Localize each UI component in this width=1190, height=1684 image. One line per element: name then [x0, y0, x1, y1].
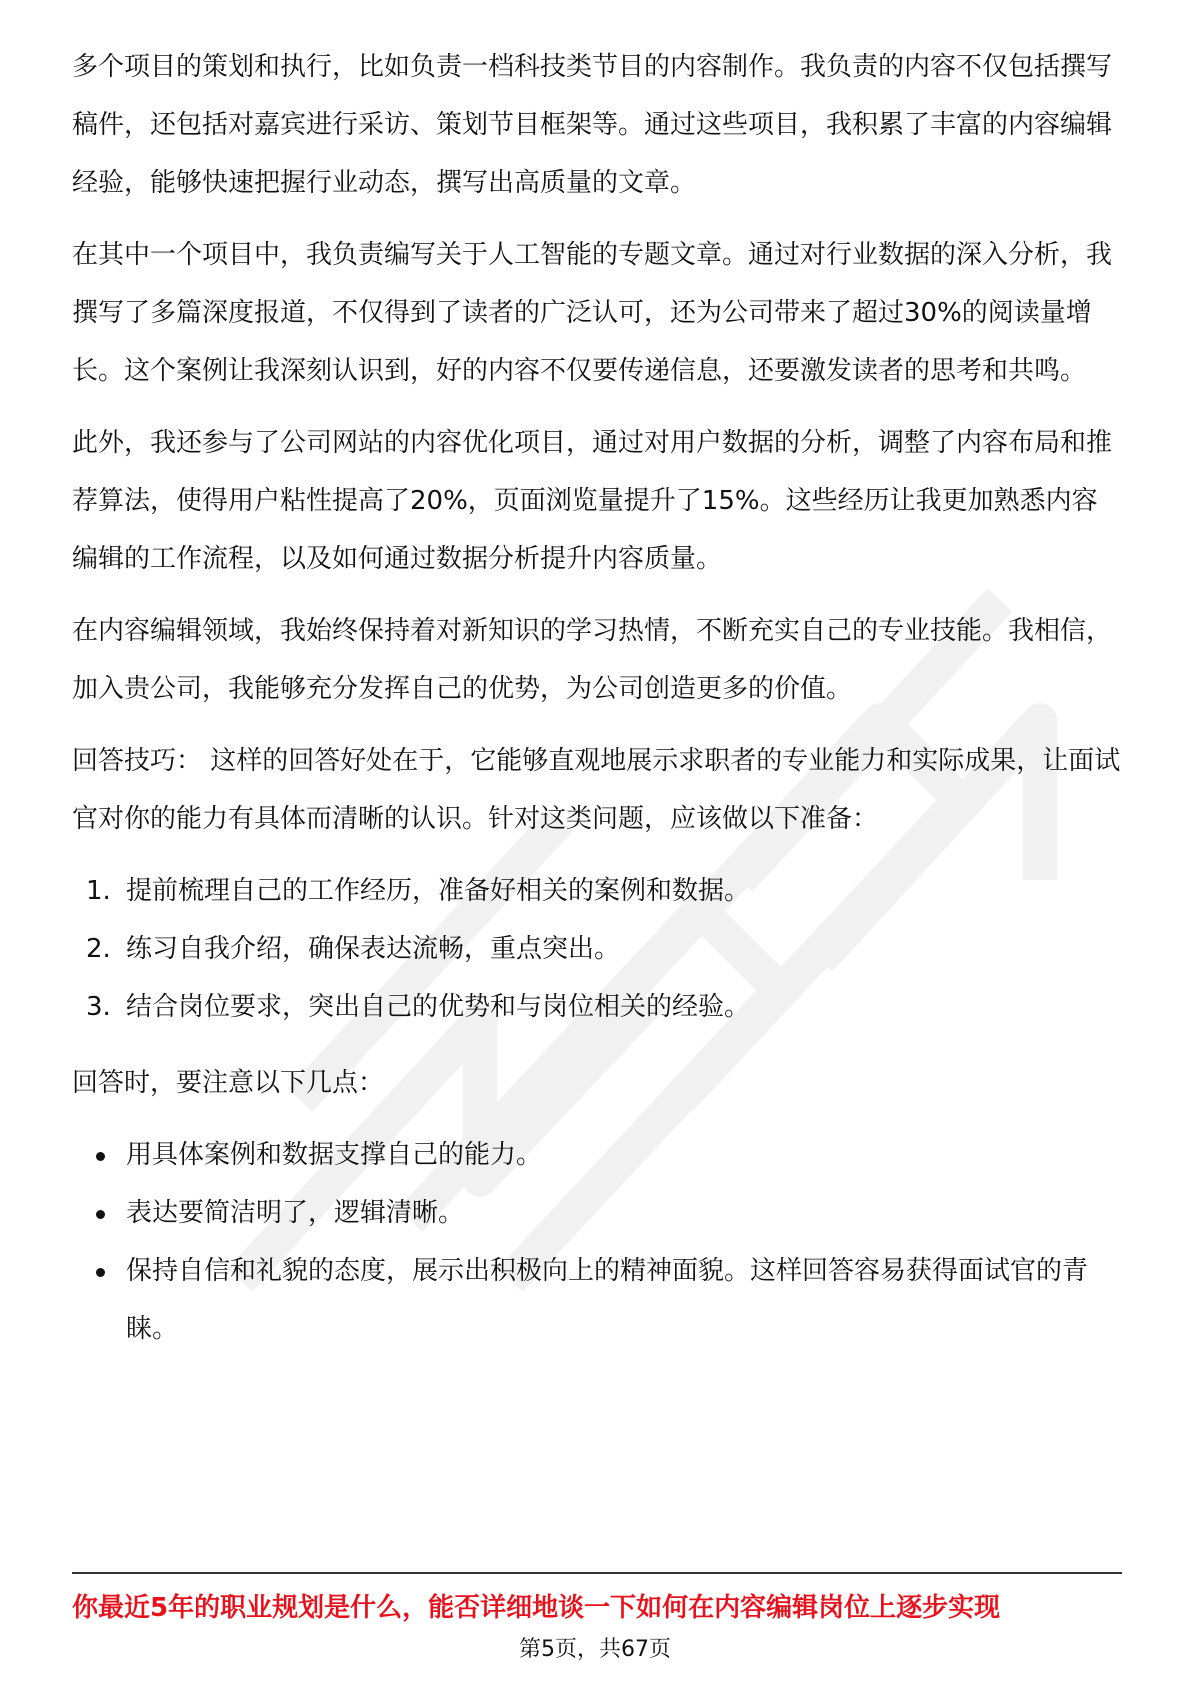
bullet-item-text: 用具体案例和数据支撑自己的能力。: [126, 1140, 543, 1170]
paragraph-learning: 在内容编辑领域，我始终保持着对新知识的学习热情，不断充实自己的专业技能。我相信，加入贵公司，我能够充分发挥自己的优势，为公司创造更多的价值。: [72, 616, 1113, 704]
next-question-heading: 你最近5年的职业规划是什么，能否详细地谈一下如何在内容编辑岗位上逐步实现: [72, 1593, 1001, 1623]
paragraph-experience: 多个项目的策划和执行，比如负责一档科技类节目的内容制作。我负责的内容不仅包括撰写稿件，还包括对嘉宾进行采访、策划节目框架等。通过这些项目，我积累了丰富的内容编辑经验，能够快速把握行业动态，撰写出高质量的文章。: [72, 52, 1113, 198]
bullet-icon: [96, 1152, 105, 1161]
list-number: 1.: [86, 876, 111, 906]
bullet-item-text: 保持自信和礼貌的态度，展示出积极向上的精神面貌。这样回答容易获得面试官的青睐。: [126, 1256, 1089, 1344]
bullet-item: [72, 1242, 1122, 1358]
list-item-text: 练习自我介绍，确保表达流畅，重点突出。: [126, 934, 621, 964]
preparation-list: [72, 862, 1122, 1036]
list-item-text: 提前梳理自己的工作经历，准备好相关的案例和数据。: [126, 876, 751, 906]
tips-intro: 回答时，要注意以下几点：: [72, 1068, 385, 1098]
list-item-text: 结合岗位要求，突出自己的优势和与岗位相关的经验。: [126, 992, 751, 1022]
list-item: [72, 978, 1122, 1036]
tips-list: [72, 1126, 1122, 1358]
bullet-item: [72, 1184, 1122, 1242]
list-item: [72, 862, 1122, 920]
paragraph-answer-tips: 回答技巧： 这样的回答好处在于，它能够直观地展示求职者的专业能力和实际成果，让面试官对你的能力有具体而清晰的认识。针对这类问题，应该做以下准备：: [72, 746, 1121, 834]
bullet-icon: [96, 1268, 105, 1277]
paragraph-ai-project: 在其中一个项目中，我负责编写关于人工智能的专题文章。通过对行业数据的深入分析，我撰写了多篇深度报道，不仅得到了读者的广泛认可，还为公司带来了超过30%的阅读量增长。这个案例让我深刻认识到，好的内容不仅要传递信息，还要激发读者的思考和共鸣。: [72, 240, 1113, 386]
list-item: [72, 920, 1122, 978]
paragraph-website-optimization: 此外，我还参与了公司网站的内容优化项目，通过对用户数据的分析，调整了内容布局和推荐算法，使得用户粘性提高了20%，页面浏览量提升了15%。这些经历让我更加熟悉内容编辑的工作流程，以及如何通过数据分析提升内容质量。: [72, 428, 1113, 574]
bullet-item: [72, 1126, 1122, 1184]
list-number: 2.: [86, 934, 111, 964]
bullet-icon: [96, 1210, 105, 1219]
footer-divider: [72, 1572, 1122, 1574]
document-body: [72, 38, 1122, 1358]
bullet-item-text: 表达要简洁明了，逻辑清晰。: [126, 1198, 465, 1228]
list-number: 3.: [86, 992, 111, 1022]
page-number: 第5页，共67页: [519, 1637, 671, 1662]
